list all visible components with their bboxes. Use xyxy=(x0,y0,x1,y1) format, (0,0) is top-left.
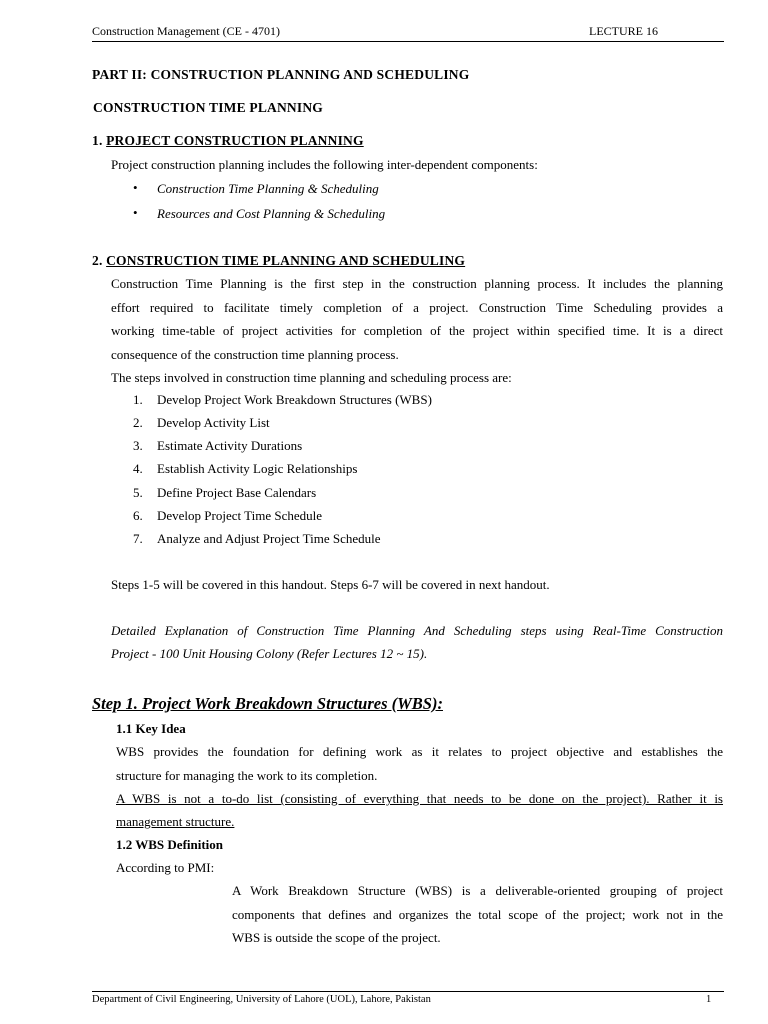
part-title: PART II: CONSTRUCTION PLANNING AND SCHEDULING xyxy=(92,67,470,82)
step-number: 4. xyxy=(133,461,143,476)
step-text: Analyze and Adjust Project Time Schedule xyxy=(157,531,381,546)
coverage-note: Steps 1-5 will be covered in this handout. Steps 6-7 will be covered in next handout. xyxy=(111,577,550,592)
bullet-dot: • xyxy=(133,180,138,195)
step-number: 2. xyxy=(133,415,143,430)
section1-title: PROJECT CONSTRUCTION PLANNING xyxy=(106,133,364,148)
step1-title: Step 1. Project Work Breakdown Structures (WBS): xyxy=(92,694,443,713)
key-idea-line: WBS provides the foundation for defining work as it relates to project objective and establishes the xyxy=(116,744,723,759)
steps-intro: The steps involved in construction time planning and scheduling process are: xyxy=(111,370,512,385)
quote-line: A Work Breakdown Structure (WBS) is a deliverable-oriented grouping of project xyxy=(232,883,723,898)
section1-intro: Project construction planning includes the following inter-dependent components: xyxy=(111,157,538,172)
step-number: 5. xyxy=(133,485,143,500)
step-item xyxy=(133,531,381,547)
step-item xyxy=(133,438,302,454)
key-idea-heading: 1.1 Key Idea xyxy=(116,721,186,736)
underlined-line: A WBS is not a to-do list (consisting of everything that needs to be done on the project). Rather it is xyxy=(116,791,723,806)
step-text: Define Project Base Calendars xyxy=(157,485,317,500)
step-item xyxy=(133,415,270,431)
step-number: 6. xyxy=(133,508,143,523)
bullet-dot: • xyxy=(133,205,138,220)
quote-line: components that defines and organizes the total scope of the project; work not in the xyxy=(232,907,723,922)
footer-rule xyxy=(92,991,724,992)
step-item xyxy=(133,392,432,408)
step-number: 7. xyxy=(133,531,143,546)
key-idea-line: structure for managing the work to its completion. xyxy=(116,768,378,783)
page-number: 1 xyxy=(706,994,712,1005)
quote-line: WBS is outside the scope of the project. xyxy=(232,930,441,945)
section1-heading xyxy=(92,133,364,149)
section-subtitle: CONSTRUCTION TIME PLANNING xyxy=(93,100,323,115)
detail-line: Project - 100 Unit Housing Colony (Refer Lectures 12 ~ 15). xyxy=(111,646,428,661)
section2-para-line: consequence of the construction time planning process. xyxy=(111,347,399,362)
detail-line: Detailed Explanation of Construction Time Planning And Scheduling steps using Real-Time Construction xyxy=(111,623,723,638)
step-number: 3. xyxy=(133,438,143,453)
step-text: Develop Project Time Schedule xyxy=(157,508,323,523)
section1-bullet-2: Resources and Cost Planning & Scheduling xyxy=(157,206,386,221)
underlined-line: management structure. xyxy=(116,814,235,829)
section1-number: 1. xyxy=(92,133,103,148)
step-item xyxy=(133,485,316,501)
header-rule xyxy=(92,41,724,42)
section2-para-line: Construction Time Planning is the first step in the construction planning process. It includes the planning xyxy=(111,276,723,291)
step-item xyxy=(133,461,357,477)
definition-heading: 1.2 WBS Definition xyxy=(116,837,224,852)
section2-number: 2. xyxy=(92,253,103,268)
step-text: Establish Activity Logic Relationships xyxy=(157,461,358,476)
header-lecture: LECTURE 16 xyxy=(589,24,658,38)
step-text: Develop Project Work Breakdown Structures (WBS) xyxy=(157,392,432,407)
section2-heading xyxy=(92,253,465,269)
step-number: 1. xyxy=(133,392,143,407)
section2-title: CONSTRUCTION TIME PLANNING AND SCHEDULING xyxy=(106,253,466,268)
section1-bullet-1: Construction Time Planning & Scheduling xyxy=(157,181,379,196)
section2-para-line: working time-table of project activities for completion of the project within specified time. It is a direct xyxy=(111,323,723,338)
according-to: According to PMI: xyxy=(116,860,215,875)
header-course: Construction Management (CE - 4701) xyxy=(92,24,280,38)
footer-department: Department of Civil Engineering, University of Lahore (UOL), Lahore, Pakistan xyxy=(92,994,431,1005)
step-text: Develop Activity List xyxy=(157,415,270,430)
step-item xyxy=(133,508,322,524)
step-text: Estimate Activity Durations xyxy=(157,438,303,453)
section2-para-line: effort required to facilitate timely completion of a project. Construction Time Scheduling provides a xyxy=(111,300,723,315)
